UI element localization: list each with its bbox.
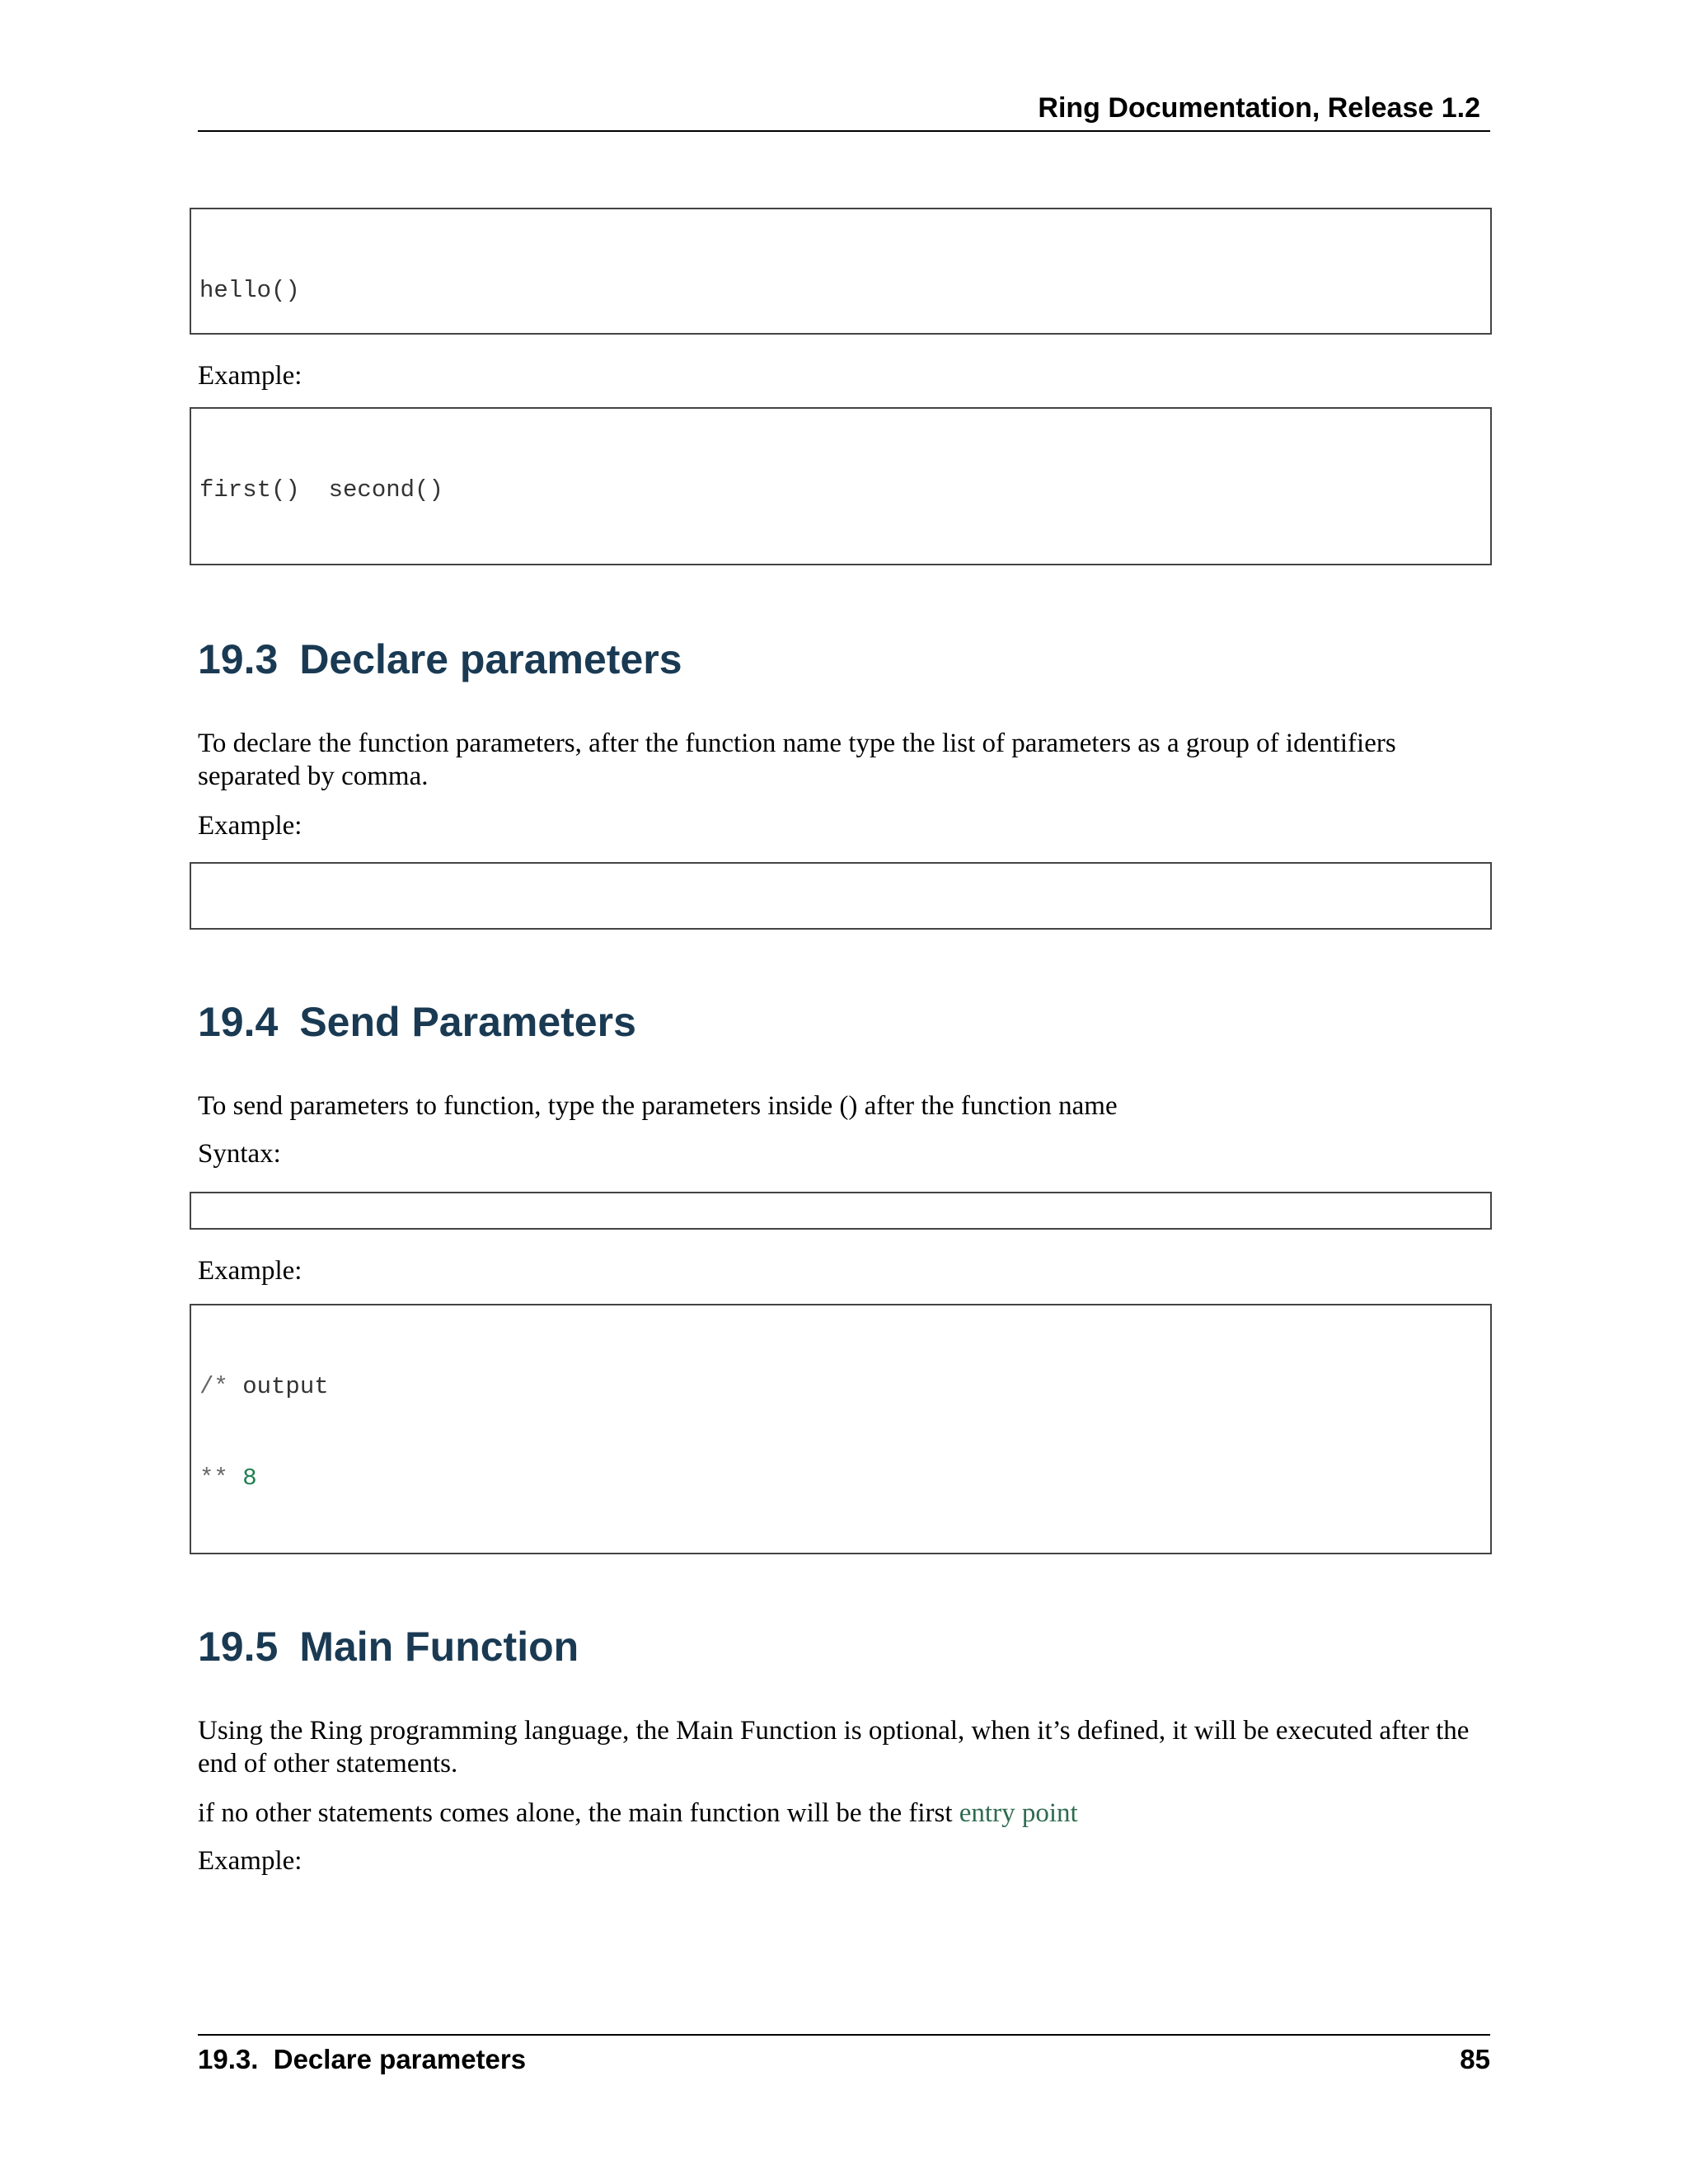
section-paragraph: To send parameters to function, type the parameters inside () after the function name bbox=[198, 1091, 1118, 1121]
entry-point-link[interactable]: entry point bbox=[959, 1798, 1078, 1828]
section-title: Declare parameters bbox=[299, 636, 682, 682]
code-block-hello bbox=[190, 208, 1492, 335]
section-paragraph: Using the Ring programming language, the Main Function is optional, when it’s defined, it will be executed after the end of other statements. bbox=[198, 1716, 1470, 1779]
section-heading-19-3 bbox=[198, 635, 682, 684]
section-number: 19.3 bbox=[198, 636, 279, 682]
code-comment: ** bbox=[199, 1465, 243, 1492]
code-block-first-second bbox=[190, 407, 1492, 565]
code-line bbox=[199, 1463, 1490, 1493]
section-heading-19-4 bbox=[198, 997, 636, 1047]
section-title: Send Parameters bbox=[299, 999, 636, 1045]
header-rule bbox=[198, 130, 1490, 132]
running-header-title: Ring Documentation, Release 1.2 bbox=[1038, 92, 1480, 124]
code-text: output bbox=[242, 1373, 329, 1400]
code-line: hello() bbox=[199, 277, 300, 304]
section-number: 19.4 bbox=[198, 999, 279, 1045]
section-paragraph: To declare the function parameters, after the function name type the list of parameters as a group of identifiers separated by comma. bbox=[198, 729, 1396, 791]
footer-rule bbox=[198, 2034, 1490, 2036]
section-title: Main Function bbox=[299, 1624, 579, 1670]
footer-page-number: 85 bbox=[1460, 2044, 1490, 2074]
example-label: Example: bbox=[198, 1256, 302, 1286]
section-heading-19-5 bbox=[198, 1622, 579, 1671]
section-number: 19.5 bbox=[198, 1624, 279, 1670]
syntax-label: Syntax: bbox=[198, 1139, 281, 1169]
example-label: Example: bbox=[198, 361, 302, 391]
code-block-sum-call bbox=[190, 1304, 1492, 1554]
section-paragraph bbox=[198, 1797, 1492, 1830]
footer-section-title: 19.3. Declare parameters bbox=[198, 2044, 527, 2074]
code-block-sum-declare bbox=[190, 862, 1492, 930]
paragraph-text: if no other statements comes alone, the main function will be the first bbox=[198, 1798, 959, 1828]
example-label: Example: bbox=[198, 811, 302, 841]
code-line bbox=[199, 1371, 1490, 1402]
code-block-syntax bbox=[190, 1192, 1492, 1230]
code-line: first() second() bbox=[199, 476, 443, 504]
example-label: Example: bbox=[198, 1846, 302, 1876]
code-comment: /* bbox=[199, 1373, 243, 1400]
code-number: 8 bbox=[242, 1465, 257, 1492]
